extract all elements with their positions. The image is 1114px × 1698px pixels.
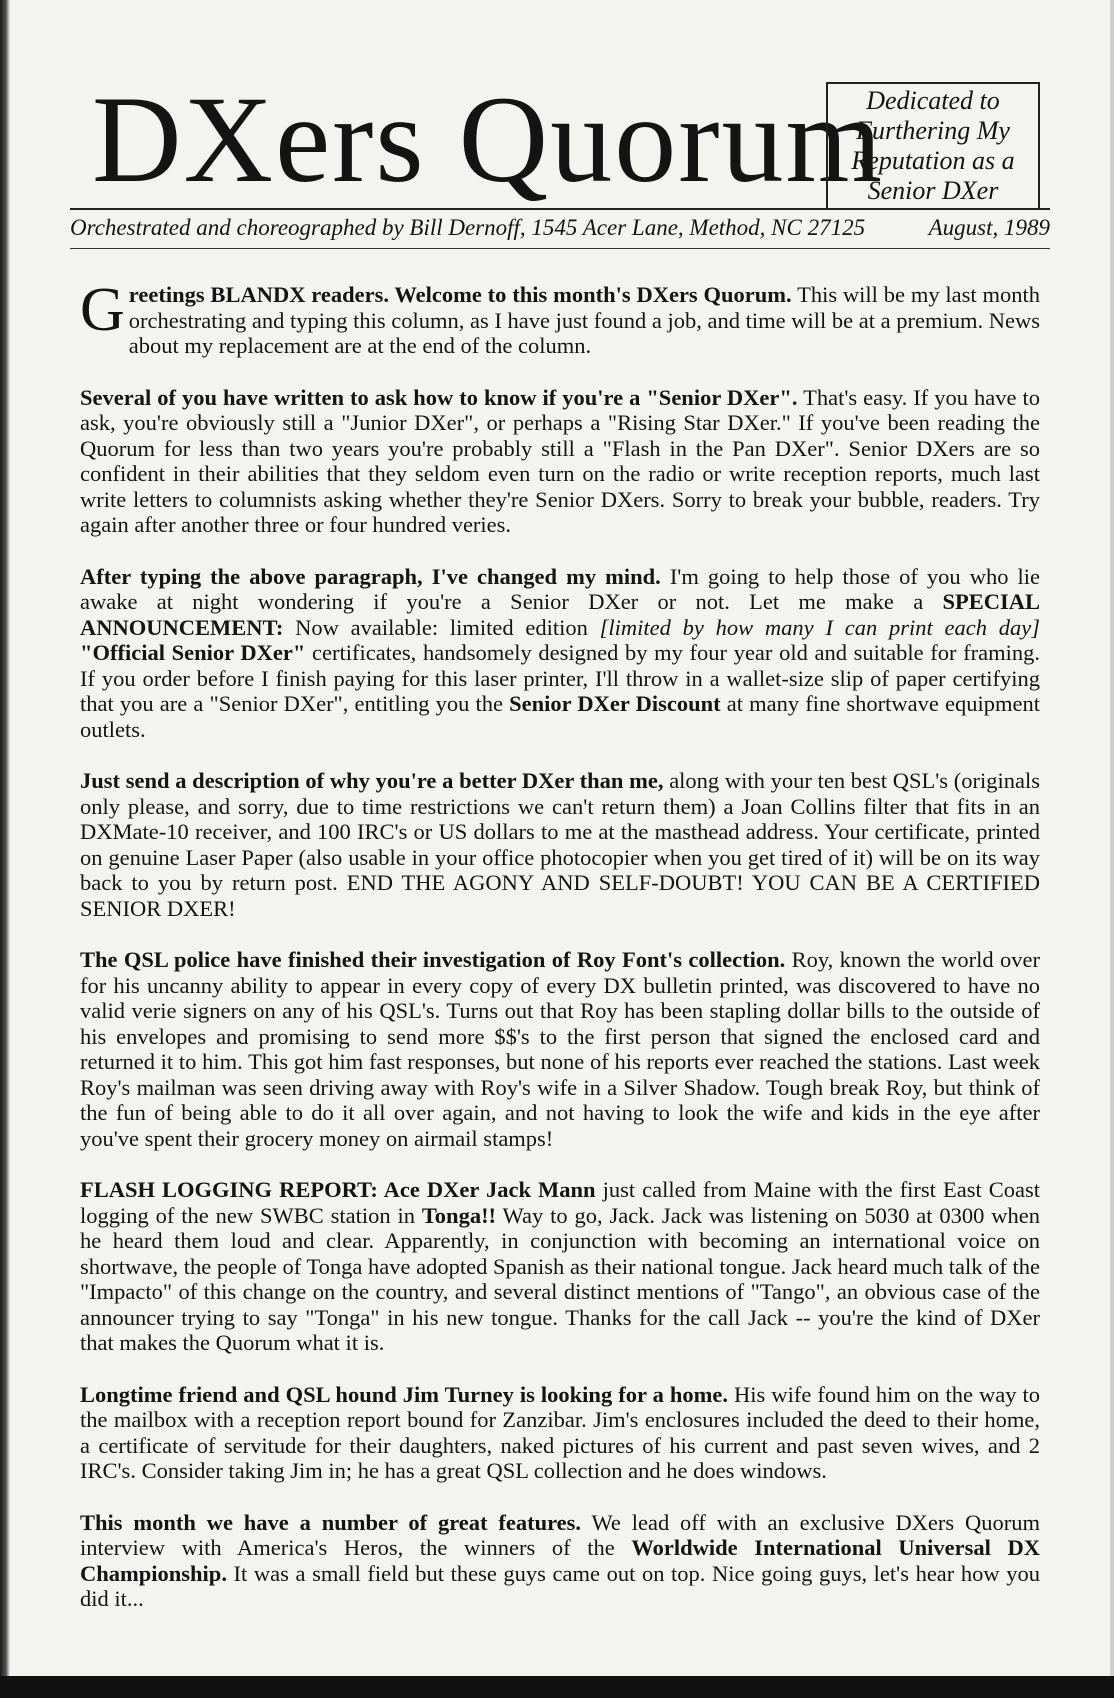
dedication-line: Reputation as a bbox=[851, 146, 1015, 175]
paragraph-text: at many fine shortwave equipment outlets. bbox=[80, 691, 1041, 742]
paragraph-text: just called from Maine with the first East Coast logging of the new SWBC station in bbox=[80, 1177, 1040, 1228]
paragraph-text: Roy, known the world over for his uncanny ability to appear in every copy of every DX bulletin printed, was discovered to have no valid verie signers on any of his QSL's. Turns out that Roy has been stapling dollar bills to the outside of his envelopes and promising to send more $$'s to the first person that signed the enclosed card and returned it to him. This got him fast responses, but none of his reports ever reached the stations. Last week Roy's mailman was seen driving away with Roy's wife in a Silver Shadow. Tough break Roy, but think of the fun of being able to do it all over again, and not having to look the wife and kids in the eye after you've spent their grocery money on airmail stamps! bbox=[80, 947, 1040, 1151]
masthead-title: DXers Quorum bbox=[92, 71, 884, 208]
issue-date: August, 1989 bbox=[928, 215, 1050, 240]
dedication-box bbox=[826, 82, 1040, 210]
paragraph-qsl-police bbox=[80, 947, 1040, 1151]
paragraph-lead: Just send a description of why you're a better DXer than me, bbox=[80, 768, 664, 793]
paragraph-text: This will be my last month orchestrating and typing this column, as I have just found a job, and time will be at a premium. News about my replacement are at the end of the column. bbox=[128, 282, 1040, 358]
paragraph-lead: This month we have a number of great features. bbox=[80, 1509, 582, 1535]
championship-name: Worldwide International Universal DX Championship. bbox=[80, 1535, 1040, 1586]
paragraph-lead: Longtime friend and QSL hound Jim Turney is looking for a home. bbox=[80, 1381, 728, 1407]
paragraph-senior-dxer bbox=[80, 385, 1040, 538]
discount-name: Senior DXer Discount bbox=[509, 691, 721, 716]
dedication-line: Furthering My bbox=[856, 116, 1010, 145]
paragraph-greetings bbox=[80, 276, 1040, 359]
paragraph-lead: Several of you have written to ask how to know if you're a "Senior DXer". bbox=[80, 384, 798, 410]
paragraph-text: certificates, handsomely designed by my four year old and suitable for framing. If you order before I finish paying for this laser printer, I'll throw in a wallet-size slip of paper certifying that you are a "Senior DXer", entitling you the bbox=[80, 640, 1040, 716]
paragraph-text: We lead off with an exclusive DXers Quorum interview with America's Heros, the winners of the bbox=[80, 1509, 1040, 1560]
paragraph-send-description bbox=[80, 768, 1040, 921]
byline: Orchestrated and choreographed by Bill Dernoff, 1545 Acer Lane, Method, NC 27125 bbox=[70, 215, 866, 240]
paragraph-text: I'm going to help those of you who lie awake at night wondering if you're a Senior DXer or not. Let me make a bbox=[80, 563, 1040, 614]
scan-left-edge bbox=[0, 0, 10, 1698]
paragraph-text: along with your ten best QSL's (originals only please, and sorry, due to time restrictions we can't return them) a Joan Collins filter that fits in an DXMate-10 receiver, and 100 IRC's or US dollars to me at the masthead address. Your certificate, printed on genuine Laser Paper (also usable in your office photocopier when you get tired of it) will be on its way back to you by return post. END THE AGONY AND SELF-DOUBT! YOU CAN BE A CERTIFIED SENIOR DXER! bbox=[80, 768, 1041, 921]
byline-rule bbox=[70, 248, 1050, 249]
paragraph-text: That's easy. If you have to ask, you're obviously still a "Junior DXer", or perhaps a "Rising Star DXer." If you've been reading the Quorum for less than two years you're probably still a "Flash in the Pan DXer". Senior DXers are so confident in their abilities that they seldom even turn on the radio or write reception reports, much last write letters to columnists asking whether they're Senior DXers. Sorry to break your bubble, readers. Try again after another three or four hundred veries. bbox=[80, 384, 1040, 537]
paragraph-text: Way to go, Jack. Jack was listening on 5030 at 0300 when he heard them loud and clear. Apparently, in conjunction with becoming an international voice on shortwave, the people of Tonga have adopted Spanish as their national tongue. Jack heard much talk of the "Impacto" of this change on the country, and several distinct mentions of "Tango", an obvious case of the announcer trying to say "Tonga" in his new tongue. Thanks for the call Jack -- you're the kind of DXer that makes the Quorum what it is. bbox=[80, 1202, 1040, 1355]
tonga-highlight: Tonga!! bbox=[421, 1202, 497, 1228]
paragraph-text: Now available: limited edition bbox=[283, 614, 600, 640]
paragraph-lead: FLASH LOGGING REPORT: Ace DXer Jack Mann bbox=[80, 1177, 596, 1202]
scan-bottom-edge bbox=[0, 1676, 1114, 1698]
dedication-line: Dedicated to bbox=[866, 86, 1000, 115]
paragraph-announcement bbox=[80, 564, 1040, 743]
drop-cap: G bbox=[80, 276, 125, 344]
column-body bbox=[80, 276, 1041, 1638]
paragraph-jim-turney bbox=[80, 1382, 1040, 1484]
paragraph-lead: reetings BLANDX readers. Welcome to this month's DXers Quorum. bbox=[128, 282, 792, 307]
certificate-name: "Official Senior DXer" bbox=[80, 640, 306, 665]
special-announcement: SPECIAL ANNOUNCEMENT: bbox=[80, 589, 1040, 640]
paragraph-text: His wife found him on the way to the mailbox with a reception report bound for Zanzibar. Jim's enclosures included the deed to their home, a certificate of servitude for their daughters, naked pictures of his current and past seven wives, and 2 IRC's. Consider taking Jim in; he has a great QSL collection and he does windows. bbox=[80, 1381, 1040, 1483]
scan-right-edge bbox=[1110, 0, 1114, 1698]
byline-row bbox=[70, 212, 1050, 244]
paragraph-lead: The QSL police have finished their investigation of Roy Font's collection. bbox=[80, 947, 786, 972]
limited-note: [limited by how many I can print each day] bbox=[599, 614, 1040, 640]
paragraph-flash-logging bbox=[80, 1177, 1040, 1356]
paragraph-lead: After typing the above paragraph, I've changed my mind. bbox=[80, 563, 661, 589]
paragraph-text: It was a small field but these guys came out on top. Nice going guys, let's hear how you did it... bbox=[80, 1560, 1040, 1611]
paragraph-features bbox=[80, 1510, 1040, 1612]
masthead-rule bbox=[70, 208, 1050, 210]
dedication-line: Senior DXer bbox=[867, 176, 999, 205]
